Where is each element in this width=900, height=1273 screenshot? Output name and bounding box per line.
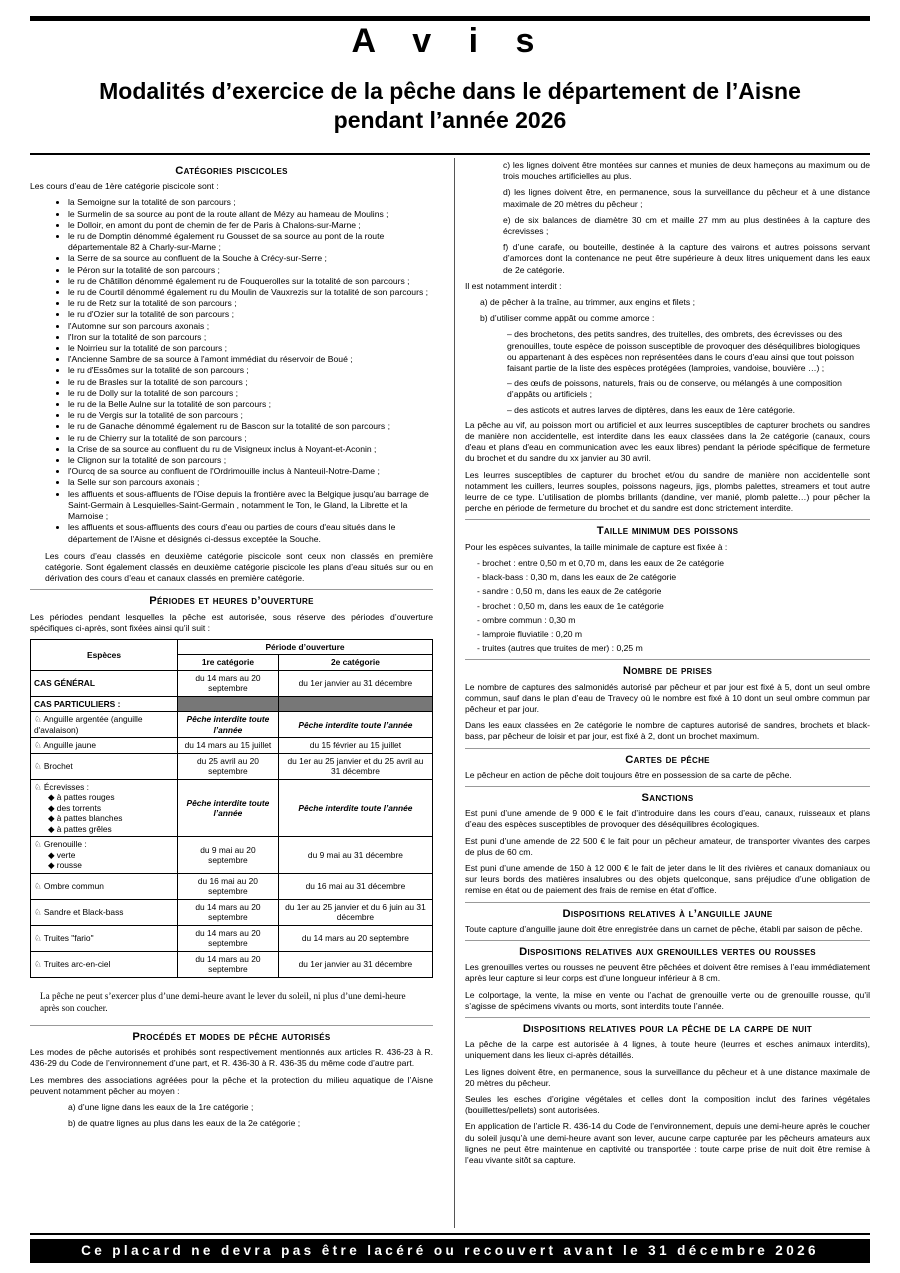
section-divider [465, 1017, 870, 1018]
table-row: ♘ Écrevisses : ◆ à pattes rouges ◆ des torrents ◆ à pattes blanches ◆ à pattes grêles Pêche interdite toute l’année Pêche interdite toute l’année [31, 779, 433, 837]
col-period: Période d’ouverture [178, 639, 433, 655]
list-item: • la Semoigne sur la totalité de son parcours ; [68, 197, 433, 208]
fish-icon: ♘ [34, 881, 44, 892]
list-item: • le ru de Brasles sur la totalité de son parcours ; [68, 377, 433, 388]
hours-note: La pêche ne peut s’exercer plus d’une demi-heure avant le lever du soleil, ni plus d’une demi-heure après son coucher. [40, 990, 406, 1013]
table-row: CAS PARTICULIERS : [31, 696, 433, 712]
right-column: c) les lignes doivent être montées sur cannes et munies de deux hameçons au maximum ou de trois mouches artificielles au plus. d) les lignes doivent être, en permanence, sous la surveillance du pêcheur et à une distance maximale de 20 mètres du pêcheur ; e) de six balances de diamètre 30 cm et maille 27 mm au plus destinées à la capture des écrevisses ; f) d’une carafe, ou bouteille, destinée à la capture des vairons et autres poissons servant d’amorces dont la contenance ne peut être supérieure à deux litres uniquement dans les eaux de 2e catégorie. Il est notamment interdit : a) de pêcher à la traîne, au trimmer, aux engins et filets ; b) d’utiliser comme appât ou comme amorce : – des brochetons, des petits sandres, des truitelles, des ombrets, des écrevisses ou des grenouilles, toute espèce de poisson susceptible de provoquer des déséquilibres biologiques ou appartenant à des espèces non représentées dans le cours d'eau ainsi que tout poisson faisant partie de la liste des espèces protégées (lamproies, vandoise, bouvière …) ; – des œufs de poissons, naturels, frais ou de conserve, ou mélangés à une composition d’appâts ou artificiels ; – des asticots et autres larves de diptères, dans les eaux de 1ère catégorie. La pêche au vif, au poisson mort ou artificiel et aux leurres susceptibles de capturer brochets ou sandres de manière non accidentelle, est interdite dans les eaux classées dans la 2e catégorie (canaux, cours d'eau et plans d'eau en communication avec les eaux libres) pendant la période spécifique de fermeture du brochet et du sandre du xx janvier au 30 avril. Les leurres susceptibles de capturer du brochet et/ou du sandre de manière non accidentelle sont notamment les cuillers, leurres souples, poissons nageurs, jigs, plombs palettes, streamers et tout autre leurre de ce type. L’utilisation de plombs brillants (dandine, ver manié, plomb palette…) pour pêcher la perche en période de fermeture du brochet et du sandre est donc strictement interdite. Taille minimum des poissons Pour les espèces suivantes, la taille minimale de capture est fixée à : - brochet : entre 0,50 m et 0,70 m, dans les eaux de 2e catégorie - black-bass : 0,30 m, dans les eaux de 2e catégorie - sandre : 0,50 m, dans les eaux de 2e catégorie - brochet : 0,50 m, dans les eaux de 1e catégorie - ombre commun : 0,30 m - lamproie fluviatile : 0,20 m - truites (autres que truites de mer) : 0,25 m Nombre de prises Le nombre de captures des salmonidés autorisé par pêcheur et par jour est fixé à 5, dont un seul ombre commun, sauf dans le plan d’eau de Travecy où le nombre est fixé à 10 dont un seul ombre commun par pêcheur et par jour. Dans les eaux classées en 2e catégorie le nombre de captures autorisé de sandres, brochets et black-bass, par pêcheur de loisir et par jour, est fixé à 2, dont un brochet maximum. Cartes de pêche Le pêcheur en action de pêche doit toujours être en possession de sa carte de pêche. Sanctions Est puni d’une amende de 9 000 € le fait d’introduire dans les cours d’eau, canaux, ruisseaux et plans d’eau des espèces susceptibles de provoquer des déséquilibres écologiques. Est puni d’une amende de 22 500 € le fait pour un pêcheur amateur, de transporter vivantes des carpes de plus de 60 cm. Est puni d’une amende de 150 à 12 000 € le fait de jeter dans le lit des rivières et canaux domaniaux ou sur leurs bords des matières insalubres ou des objets quelconque, sans préjudice d’une obligation de remise en état ou de paiement des frais de remise en état d’office. Dispositions relatives à l’anguille jaune Toute capture d’anguille jaune doit être enregistrée dans un carnet de pêche, établi par saison de pêche. Dispositions relatives aux grenouilles vertes ou rousses Les grenouilles vertes ou rousses ne peuvent être pêchées et doivent être remises à l’eau immédiatement après leur capture si leur corps est d’une longueur inférieur à 8 cm. Le colportage, la vente, la mise en vente ou l’achat de grenouille verte ou de grenouille rousse, qu’il s’agisse de spécimens vivants ou morts, sont interdits toute l’année. Dispositions relatives pour la pêche de la carpe de nuit La pêche de la carpe est autorisée à 4 lignes, à toute heure (leurres et esches animaux interdits), uniquement dans les lieux ci-après détaillés. Les lignes doivent être, en permanence, sous la surveillance du pêcheur et à une distance maximale de 20 mètres du pêcheur. Seules les esches d’origine végétales et celles dont la composition inclut des farines végétales (bouillettes/pellets) sont autorisées. En application de l’article R. 436-14 du Code de l’environnement, depuis une demi-heure après le coucher du soleil jusqu’à une demi-heure avant son lever, aucune carpe capturée par les pêcheurs amateurs aux lignes ne peut être maintenue en captivité ou transportée : toute carpe prise de nuit doit être remise à l’eau vivante sitôt sa capture. [465, 160, 870, 1166]
table-row: ♘ Ombre commun du 16 mai au 20 septembre du 16 mai au 31 décembre [31, 873, 433, 899]
taille-heading: Taille minimum des poissons [596, 525, 739, 538]
list-item: - black-bass : 0,30 m, dans les eaux de 2e catégorie [477, 572, 677, 583]
cartes-heading: Cartes de pêche [625, 753, 710, 766]
table-row: ♘ Anguille argentée (anguille d'avalaison) Pêche interdite toute l’année Pêche interdite toute l’année [31, 712, 433, 738]
list-item: – des œufs de poissons, naturels, frais ou de conserve, ou mélangés à une composition d’appâts ou artificiels ; [507, 378, 842, 400]
fish-icon: ♘ [34, 761, 44, 772]
sanctions-heading: Sanctions [641, 791, 694, 804]
section-divider [465, 940, 870, 941]
col-cat2: 2e catégorie [278, 655, 432, 671]
anguille-heading: Dispositions relatives à l’anguille jaune [562, 907, 773, 920]
categories-list [30, 197, 433, 544]
second-category-text: Les cours d’eau classés en deuxième catégorie piscicole sont ceux non classés en première catégorie. Sont également classés en deuxième catégorie piscicole les plans d’eau situés sur ou en dérivation des cours d’eau et canaux classés en première catégorie. [45, 550, 433, 584]
section-divider [30, 1025, 433, 1026]
list-item: • le ru de Chierry sur la totalité de son parcours ; [68, 433, 433, 444]
table-row: ♘ Truites "fario" du 14 mars au 20 septembre du 14 mars au 20 septembre [31, 925, 433, 951]
section-divider [465, 659, 870, 660]
list-item: • le ru de Domptin dénommé également ru Gousset de sa source au pont de la route départementale 82 à Charly-sur-Marne ; [68, 231, 433, 253]
fish-icon: ♘ [34, 907, 44, 918]
col-cat1: 1re catégorie [178, 655, 279, 671]
list-item: • le Péron sur la totalité de son parcours ; [68, 265, 433, 276]
periods-heading: Périodes et heures d’ouverture [149, 595, 314, 608]
bait-list [465, 329, 870, 415]
list-item: • le ru de Dolly sur la totalité de son parcours ; [68, 388, 433, 399]
list-item: • le Surmelin de sa source au pont de la route allant de Mézy au hameau de Moulins ; [68, 209, 433, 220]
categories-intro: Les cours d’eau de 1ère catégorie piscicole sont : [30, 181, 219, 192]
size-list [465, 558, 870, 654]
list-item: • l'Automne sur son parcours axonais ; [68, 321, 433, 332]
list-item: • l'Ourcq de sa source au confluent de l'Ordrimouille inclus à Nanteuil-Notre-Dame ; [68, 466, 433, 477]
table-row: ♘ Grenouille : ◆ verte ◆ rousse du 9 mai au 20 septembre du 9 mai au 31 décembre [31, 837, 433, 874]
bottom-rule [30, 1233, 870, 1235]
list-item: • le ru de Ganache dénommé également ru de Bascon sur la totalité de son parcours ; [68, 421, 433, 432]
section-divider [465, 786, 870, 787]
list-item: • le ru de Courtil dénommé également ru du Moulin de Vauxrezis sur la totalité de son parcours ; [68, 287, 433, 298]
section-divider [465, 519, 870, 520]
list-item: • le ru d'Ozier sur la totalité de son parcours ; [68, 309, 433, 320]
list-item: • l'Iron sur la totalité de son parcours ; [68, 332, 433, 343]
list-item: • la Crise de sa source au confluent du ru de Visigneux inclus à Noyant-et-Aconin ; [68, 444, 433, 455]
periods-table [30, 639, 433, 978]
left-column: Catégories piscicoles Les cours d’eau de 1ère catégorie piscicole sont : • la Semoigne sur la totalité de son parcours ; • le Surmelin de sa source au pont de la route allant de Mézy au hameau de Moulins ; • le Dolloir, en amont du pont de chemin de fer de Paris à Chalons-sur-Marne ; • le ru de Domptin dénommé également ru Gousset de sa source au pont de la route départementale 82 à Charly-sur-Marne ; • la Serre de sa source au confluent de la Souche à Crécy-sur-Serre ; • le Péron sur la totalité de son parcours ; • le ru de Châtillon dénommé également ru de Fouquerolles sur la totalité de son parcours ; • le ru de Courtil dénommé également ru du Moulin de Vauxrezis sur la totalité de son parcours ; • le ru de Retz sur la totalité de son parcours ; • le ru d'Ozier sur la totalité de son parcours ; • l'Automne sur son parcours axonais ; • l'Iron sur la totalité de son parcours ; • le Noirrieu sur la totalité de son parcours ; • l'Ancienne Sambre de sa source à l'amont immédiat du réservoir de Boué ; • le ru d'Essômes sur la totalité de son parcours ; • le ru de Brasles sur la totalité de son parcours ; • le ru de Dolly sur la totalité de son parcours ; • le ru de la Belle Aulne sur la totalité de son parcours ; • le ru de Vergis sur la totalité de son parcours ; • le ru de Ganache dénommé également ru de Bascon sur la totalité de son parcours ; • le ru de Chierry sur la totalité de son parcours ; • la Crise de sa source au confluent du ru de Visigneux inclus à Noyant-et-Aconin ; • le Clignon sur la totalité de son parcours ; • l'Ourcq de sa source au confluent de l'Ordrimouille inclus à Nanteuil-Notre-Dame ; • la Selle sur son parcours axonais ; • les affluents et sous-affluents de l'Oise depuis la frontière avec la Belgique jusqu'au barrage de Saint-Germain à Lesquielles-Saint-Germain , notamment le Ton, le Gland, la Librette et la Marnoise ; • les affluents et sous-affluents des cours d'eau ou parties de cours d'eau situés dans le département de l'Aisne et désignés ci-dessus exceptée la Souche. Les cours d’eau classés en deuxième catégorie piscicole sont ceux non classés en première catégorie. Sont également classés en deuxième catégorie piscicole les plans d’eau situés sur ou en dérivation des cours d’eau et canaux classés en première catégorie. Périodes et heures d’ouverture Les périodes pendant lesquelles la pêche est autorisée, sous réserve des périodes d’ouverture spécifiques ci-après, sont fixées ainsi qu’il suit : Espèces Période d’ouverture 1re catégorie 2e catégorie CAS GÉNÉRAL du 14 mars au 20 septembre du 1er janvier au 31 décembre CAS PARTICULIERS : ♘ Anguille argentée (anguille d'avalaison) Pêche interdite toute l’année Pêche interdite toute l’année ♘ Anguille jaune du 14 mars au 15 juillet du 15 février au 15 juillet ♘ Brochet du 25 avril au 20 septembre du 1er au 25 janvier et du 25 avril au 31 décembre ♘ Écrevisses : ◆ à pattes rouges ◆ des torrents ◆ à pattes blanches ◆ à pattes grêles Pêche interdite toute l’année Pêche interdite toute l’année ♘ Grenouille : ◆ verte ◆ rousse du 9 mai au 20 septembre du 9 mai au 31 décembre ♘ Ombre commun du 16 mai au 20 septembre du 16 mai au 31 décembre ♘ Sandre et Black-bass du 14 mars au 20 septembre du 1er au 25 janvier et du 6 juin au 31 décembre ♘ Truites "fario" du 14 mars au 20 septembre du 14 mars au 20 septembre ♘ Truites arc-en-ciel du 14 mars au 20 septembre du 1er janvier au 31 décembre La pêche ne peut s’exercer plus d’une demi-heure avant le lever du soleil, ni plus d’une demi-heure après son coucher. Procédés et modes de pêche autorisés Les modes de pêche autorisés et prohibés sont respectivement mentionnés aux articles R. 436-23 à R. 436-29 du Code de l’environnement d’une part, et R. 436-30 à R. 436-35 du même code d’autre part. Les membres des associations agréées pour la pêche et la protection du milieu aquatique de l’Aisne peuvent notamment pêcher au moyen : a) d’une ligne dans les eaux de la 1re catégorie ; b) de quatre lignes au plus dans les eaux de la 2e catégorie ; [30, 160, 433, 1134]
table-row: ♘ Sandre et Black-bass du 14 mars au 20 septembre du 1er au 25 janvier et du 6 juin au 31 décembre [31, 899, 433, 925]
prises-heading: Nombre de prises [622, 665, 713, 678]
list-item: • les affluents et sous-affluents des cours d'eau ou parties de cours d'eau situés dans le département de l'Aisne et désignés ci-dessus exceptée la Souche. [68, 522, 433, 544]
grenouilles-heading: Dispositions relatives aux grenouilles vertes ou rousses [519, 945, 816, 958]
avis-title: A v i s [351, 22, 549, 60]
fish-icon: ♘ [34, 839, 44, 850]
fish-icon: ♘ [34, 714, 44, 725]
top-rule [30, 16, 870, 21]
list-item: • le ru d'Essômes sur la totalité de son parcours ; [68, 365, 433, 376]
carpe-heading: Dispositions relatives pour la pêche de la carpe de nuit [522, 1022, 813, 1035]
list-item: • le Noirrieu sur la totalité de son parcours ; [68, 343, 433, 354]
fish-icon: ♘ [34, 740, 44, 751]
list-item: • les affluents et sous-affluents de l'Oise depuis la frontière avec la Belgique jusqu'au barrage de Saint-Germain à Lesquielles-Saint-Germain , notamment le Ton, le Gland, la Librette et la Marnoise ; [68, 489, 433, 523]
fish-icon: ♘ [34, 781, 44, 792]
list-item: • le ru de Vergis sur la totalité de son parcours ; [68, 410, 433, 421]
section-divider [465, 902, 870, 903]
fish-icon: ♘ [34, 959, 44, 970]
procedes-heading: Procédés et modes de pêche autorisés [132, 1030, 331, 1043]
page-title: Modalités d’exercice de la pêche dans le département de l’Aisne pendant l’année 2026 [99, 78, 801, 133]
list-item: • le ru de Châtillon dénommé également ru de Fouquerolles sur la totalité de son parcours ; [68, 276, 433, 287]
list-item: • la Selle sur son parcours axonais ; [68, 477, 433, 488]
periods-intro: Les périodes pendant lesquelles la pêche est autorisée, sous réserve des périodes d’ouverture spécifiques ci-après, sont fixées ainsi qu’il suit : [30, 611, 433, 633]
list-item: - brochet : entre 0,50 m et 0,70 m, dans les eaux de 2e catégorie [477, 557, 724, 568]
list-item: – des brochetons, des petits sandres, des truitelles, des ombrets, des écrevisses ou des grenouilles, toute espèce de poisson susceptible de provoquer des déséquilibres biologiques ou appartenant à des espèces non représentées dans le cours d'eau ainsi que tout poisson faisant partie de la liste des espèces protégées (lamproies, vandoise, bouvière …) ; [507, 329, 861, 374]
list-item: • le Clignon sur la totalité de son parcours ; [68, 455, 433, 466]
list-item: • le Dolloir, en amont du pont de chemin de fer de Paris à Chalons-sur-Marne ; [68, 220, 433, 231]
col-species: Espèces [31, 639, 178, 670]
list-item: • la Serre de sa source au confluent de la Souche à Crécy-sur-Serre ; [68, 253, 433, 264]
footer-banner: Ce placard ne devra pas être lacéré ou recouvert avant le 31 décembre 2026 [30, 1239, 870, 1263]
section-divider [30, 589, 433, 590]
table-row: ♘ Truites arc-en-ciel du 14 mars au 20 septembre du 1er janvier au 31 décembre [31, 951, 433, 977]
list-item: - sandre : 0,50 m, dans les eaux de 2e catégorie [477, 586, 662, 597]
list-item: - truites (autres que truites de mer) : 0,25 m [477, 643, 643, 654]
list-item: • le ru de Retz sur la totalité de son parcours ; [68, 298, 433, 309]
list-item: - brochet : 0,50 m, dans les eaux de 1e catégorie [477, 600, 664, 611]
list-item: • le ru de la Belle Aulne sur la totalité de son parcours ; [68, 399, 433, 410]
section-divider [465, 748, 870, 749]
list-item: - lamproie fluviatile : 0,20 m [477, 628, 583, 639]
list-item: – des asticots et autres larves de diptères, dans les eaux de 1ère catégorie. [507, 404, 796, 415]
table-row: CAS GÉNÉRAL du 14 mars au 20 septembre du 1er janvier au 31 décembre [31, 670, 433, 696]
fish-icon: ♘ [34, 933, 44, 944]
title-rule [30, 153, 870, 155]
list-item: - ombre commun : 0,30 m [477, 614, 576, 625]
column-divider [454, 158, 455, 1228]
table-row: ♘ Anguille jaune du 14 mars au 15 juillet du 15 février au 15 juillet [31, 738, 433, 754]
table-row: ♘ Brochet du 25 avril au 20 septembre du 1er au 25 janvier et du 25 avril au 31 décembre [31, 753, 433, 779]
list-item: • l'Ancienne Sambre de sa source à l'amont immédiat du réservoir de Boué ; [68, 354, 433, 365]
categories-heading: Catégories piscicoles [175, 165, 288, 177]
